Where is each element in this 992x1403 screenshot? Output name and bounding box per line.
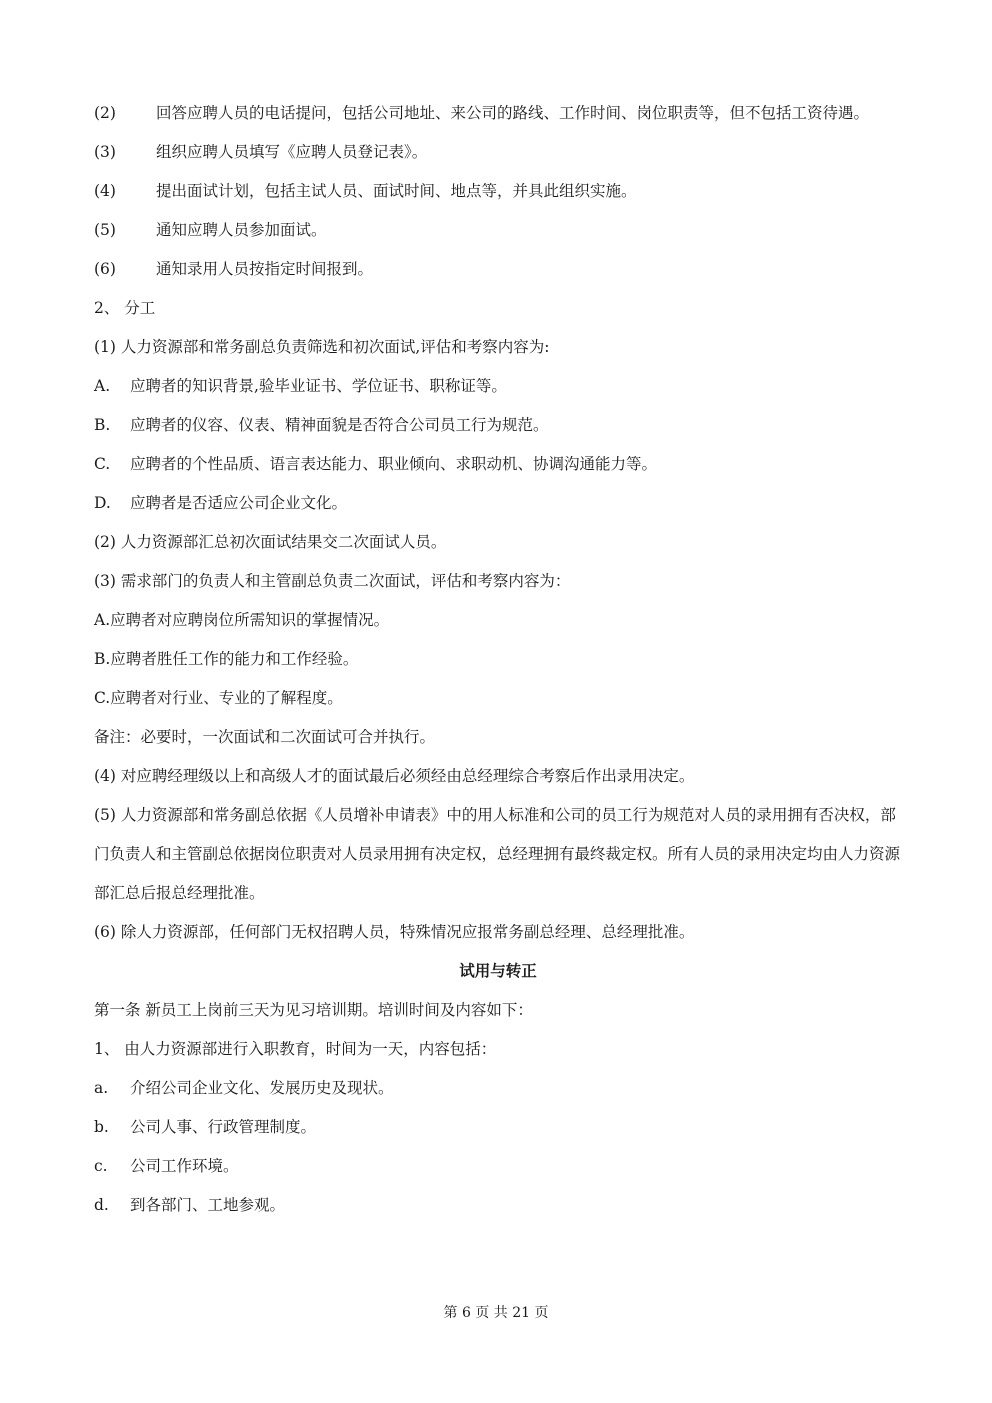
paragraph-line: (4) 对应聘经理级以上和高级人才的面试最后必须经由总经理综合考察后作出录用决定。 bbox=[94, 767, 695, 785]
paragraph-line bbox=[94, 217, 902, 243]
paragraph-line bbox=[94, 412, 902, 438]
paragraph-line: A.应聘者对应聘岗位所需知识的掌握情况。 bbox=[94, 611, 390, 629]
paragraph-line bbox=[94, 139, 902, 165]
paragraph-line bbox=[94, 1192, 902, 1218]
paragraph-line: B.应聘者胜任工作的能力和工作经验。 bbox=[94, 650, 359, 668]
item-label: (4) bbox=[94, 182, 116, 200]
item-label: D. bbox=[94, 494, 111, 512]
paragraph-line bbox=[94, 1075, 902, 1101]
item-label: A. bbox=[94, 377, 111, 395]
item-label: (6) bbox=[94, 260, 116, 278]
item-label: C. bbox=[94, 455, 111, 473]
item-label: B. bbox=[94, 416, 111, 434]
item-label: d. bbox=[94, 1196, 109, 1214]
page-footer: 第 6 页 共 21 页 bbox=[443, 1305, 549, 1321]
item-label: (3) bbox=[94, 143, 116, 161]
paragraph-line: (3) 需求部门的负责人和主管副总负责二次面试，评估和考察内容为： bbox=[94, 572, 571, 590]
paragraph-line: (5) 人力资源部和常务副总依据《人员增补申请表》中的用人标准和公司的员工行为规范对人员的录用拥有否决权，部门负责人和主管副总依据岗位职责对人员录用拥有决定权，总经理拥有最终裁定权。所有人员的录用决定均由人力资源部汇总后报总经理批准。 bbox=[94, 806, 901, 902]
item-text: 公司工作环境。 bbox=[130, 1157, 239, 1175]
item-text: 提出面试计划，包括主试人员、面试时间、地点等，并具此组织实施。 bbox=[156, 182, 637, 200]
paragraph-line: 2、 分工 bbox=[94, 299, 156, 317]
item-label: b. bbox=[94, 1118, 109, 1136]
paragraph-line bbox=[94, 256, 902, 282]
paragraph-line bbox=[94, 490, 902, 516]
item-text: 应聘者的个性品质、语言表达能力、职业倾向、求职动机、协调沟通能力等。 bbox=[130, 455, 658, 473]
paragraph-line: 第一条 新员工上岗前三天为见习培训期。培训时间及内容如下： bbox=[94, 1001, 533, 1019]
item-text: 介绍公司企业文化、发展历史及现状。 bbox=[130, 1079, 394, 1097]
item-text: 应聘者的仪容、仪表、精神面貌是否符合公司员工行为规范。 bbox=[130, 416, 549, 434]
item-label: (2) bbox=[94, 104, 116, 122]
item-text: 通知录用人员按指定时间报到。 bbox=[156, 260, 374, 278]
paragraph-line: (1) 人力资源部和常务副总负责筛选和初次面试,评估和考察内容为: bbox=[94, 338, 550, 356]
paragraph-line bbox=[94, 1153, 902, 1179]
paragraph-line bbox=[94, 373, 902, 399]
item-label: a. bbox=[94, 1079, 109, 1097]
item-text: 应聘者的知识背景,验毕业证书、学位证书、职称证等。 bbox=[130, 377, 507, 395]
paragraph-line: 备注：必要时，一次面试和二次面试可合并执行。 bbox=[94, 728, 436, 746]
paragraph-line: 1、 由人力资源部进行入职教育，时间为一天，内容包括： bbox=[94, 1040, 497, 1058]
item-text: 组织应聘人员填写《应聘人员登记表》。 bbox=[156, 143, 428, 161]
paragraph-line bbox=[94, 451, 902, 477]
item-label: c. bbox=[94, 1157, 108, 1175]
item-label: (5) bbox=[94, 221, 116, 239]
paragraph-line: (2) 人力资源部汇总初次面试结果交二次面试人员。 bbox=[94, 533, 447, 551]
item-text: 应聘者是否适应公司企业文化。 bbox=[130, 494, 348, 512]
paragraph-line bbox=[94, 1114, 902, 1140]
paragraph-line: (6) 除人力资源部，任何部门无权招聘人员，特殊情况应报常务副总经理、总经理批准。 bbox=[94, 923, 695, 941]
paragraph-line: C.应聘者对行业、专业的了解程度。 bbox=[94, 689, 343, 707]
item-text: 到各部门、工地参观。 bbox=[130, 1196, 286, 1214]
section-heading: 试用与转正 bbox=[459, 961, 537, 980]
document-body bbox=[94, 100, 902, 1231]
paragraph-line bbox=[94, 178, 902, 204]
item-text: 回答应聘人员的电话提问，包括公司地址、来公司的路线、工作时间、岗位职责等，但不包括工资待遇。 bbox=[156, 104, 870, 122]
item-text: 公司人事、行政管理制度。 bbox=[130, 1118, 317, 1136]
item-text: 通知应聘人员参加面试。 bbox=[156, 221, 327, 239]
paragraph-line bbox=[94, 94, 902, 133]
